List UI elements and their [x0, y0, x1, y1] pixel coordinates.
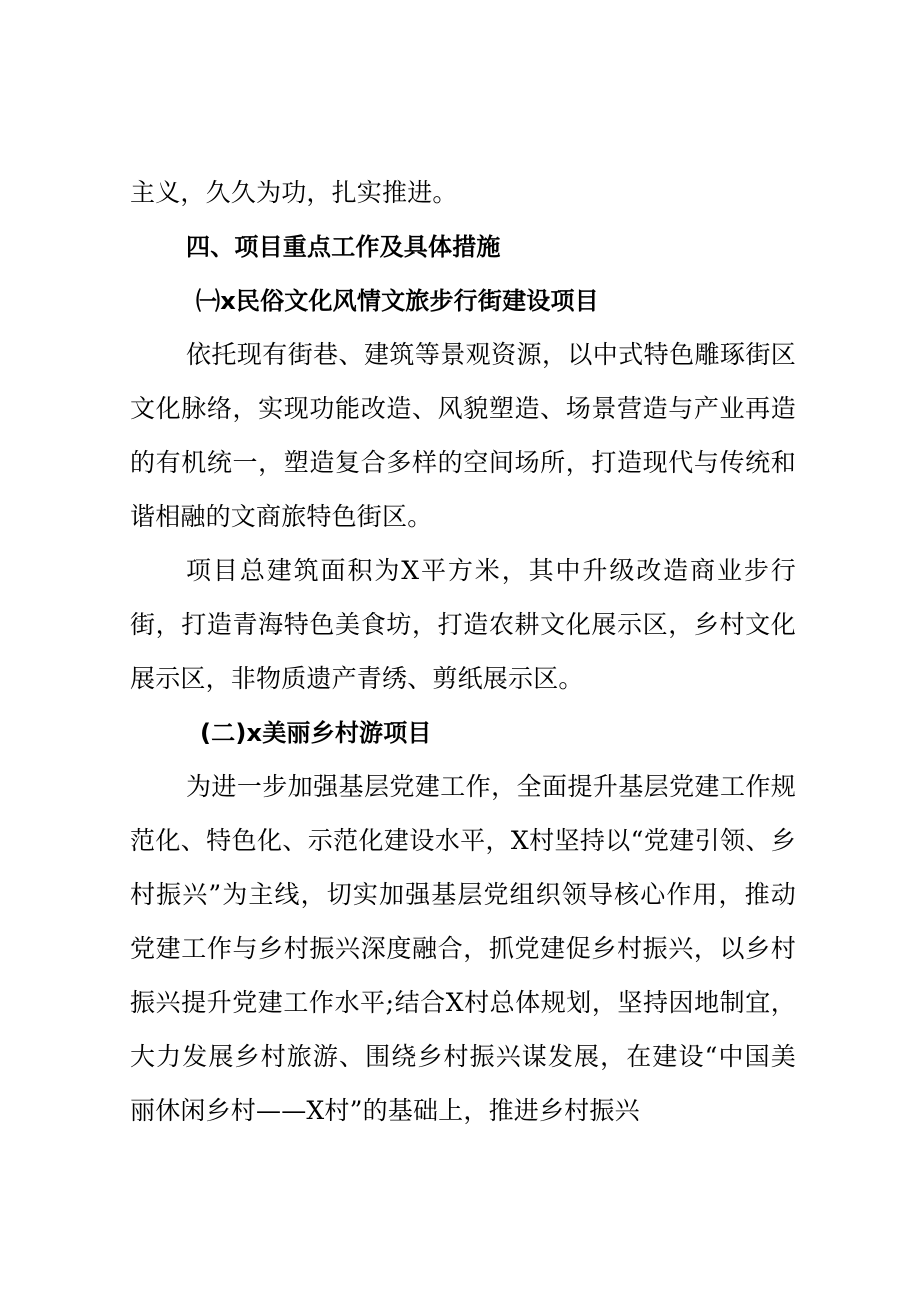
- document-body: [130, 166, 796, 1138]
- subsection-1-paragraph-2: 项目总建筑面积为X平方米，其中升级改造商业步行街，打造青海特色美食坊，打造农耕文化展示区，乡村文化展示区，非物质遗产青绣、剪纸展示区。: [130, 556, 796, 693]
- subsection-1-paragraph-1: 依托现有街巷、建筑等景观资源，以中式特色雕琢街区文化脉络，实现功能改造、风貌塑造、场景营造与产业再造的有机统一，塑造复合多样的空间场所，打造现代与传统和谐相融的文商旅特色街区。: [130, 340, 796, 531]
- subsection-2-paragraph-1: 为进一步加强基层党建工作，全面提升基层党建工作规范化、特色化、示范化建设水平，X村坚持以“党建引领、乡村振兴”为主线，切实加强基层党组织领导核心作用，推动党建工作与乡村振兴深度融合，抓党建促乡村振兴，以乡村振兴提升党建工作水平;结合X村总体规划，坚持因地制宜，大力发展乡村旅游、围绕乡村振兴谋发展，在建设“中国美丽休闲乡村——X村”的基础上，推进乡村振兴: [130, 772, 796, 1125]
- subsection-2-heading: (二)x美丽乡村游项目: [200, 719, 432, 747]
- continuation-line: 主义，久久为功，扎实推进。: [130, 178, 458, 207]
- section-heading: 四、项目重点工作及具体措施: [186, 233, 501, 261]
- subsection-1-heading: ㈠x民俗文化风情文旅步行街建设项目: [196, 287, 599, 315]
